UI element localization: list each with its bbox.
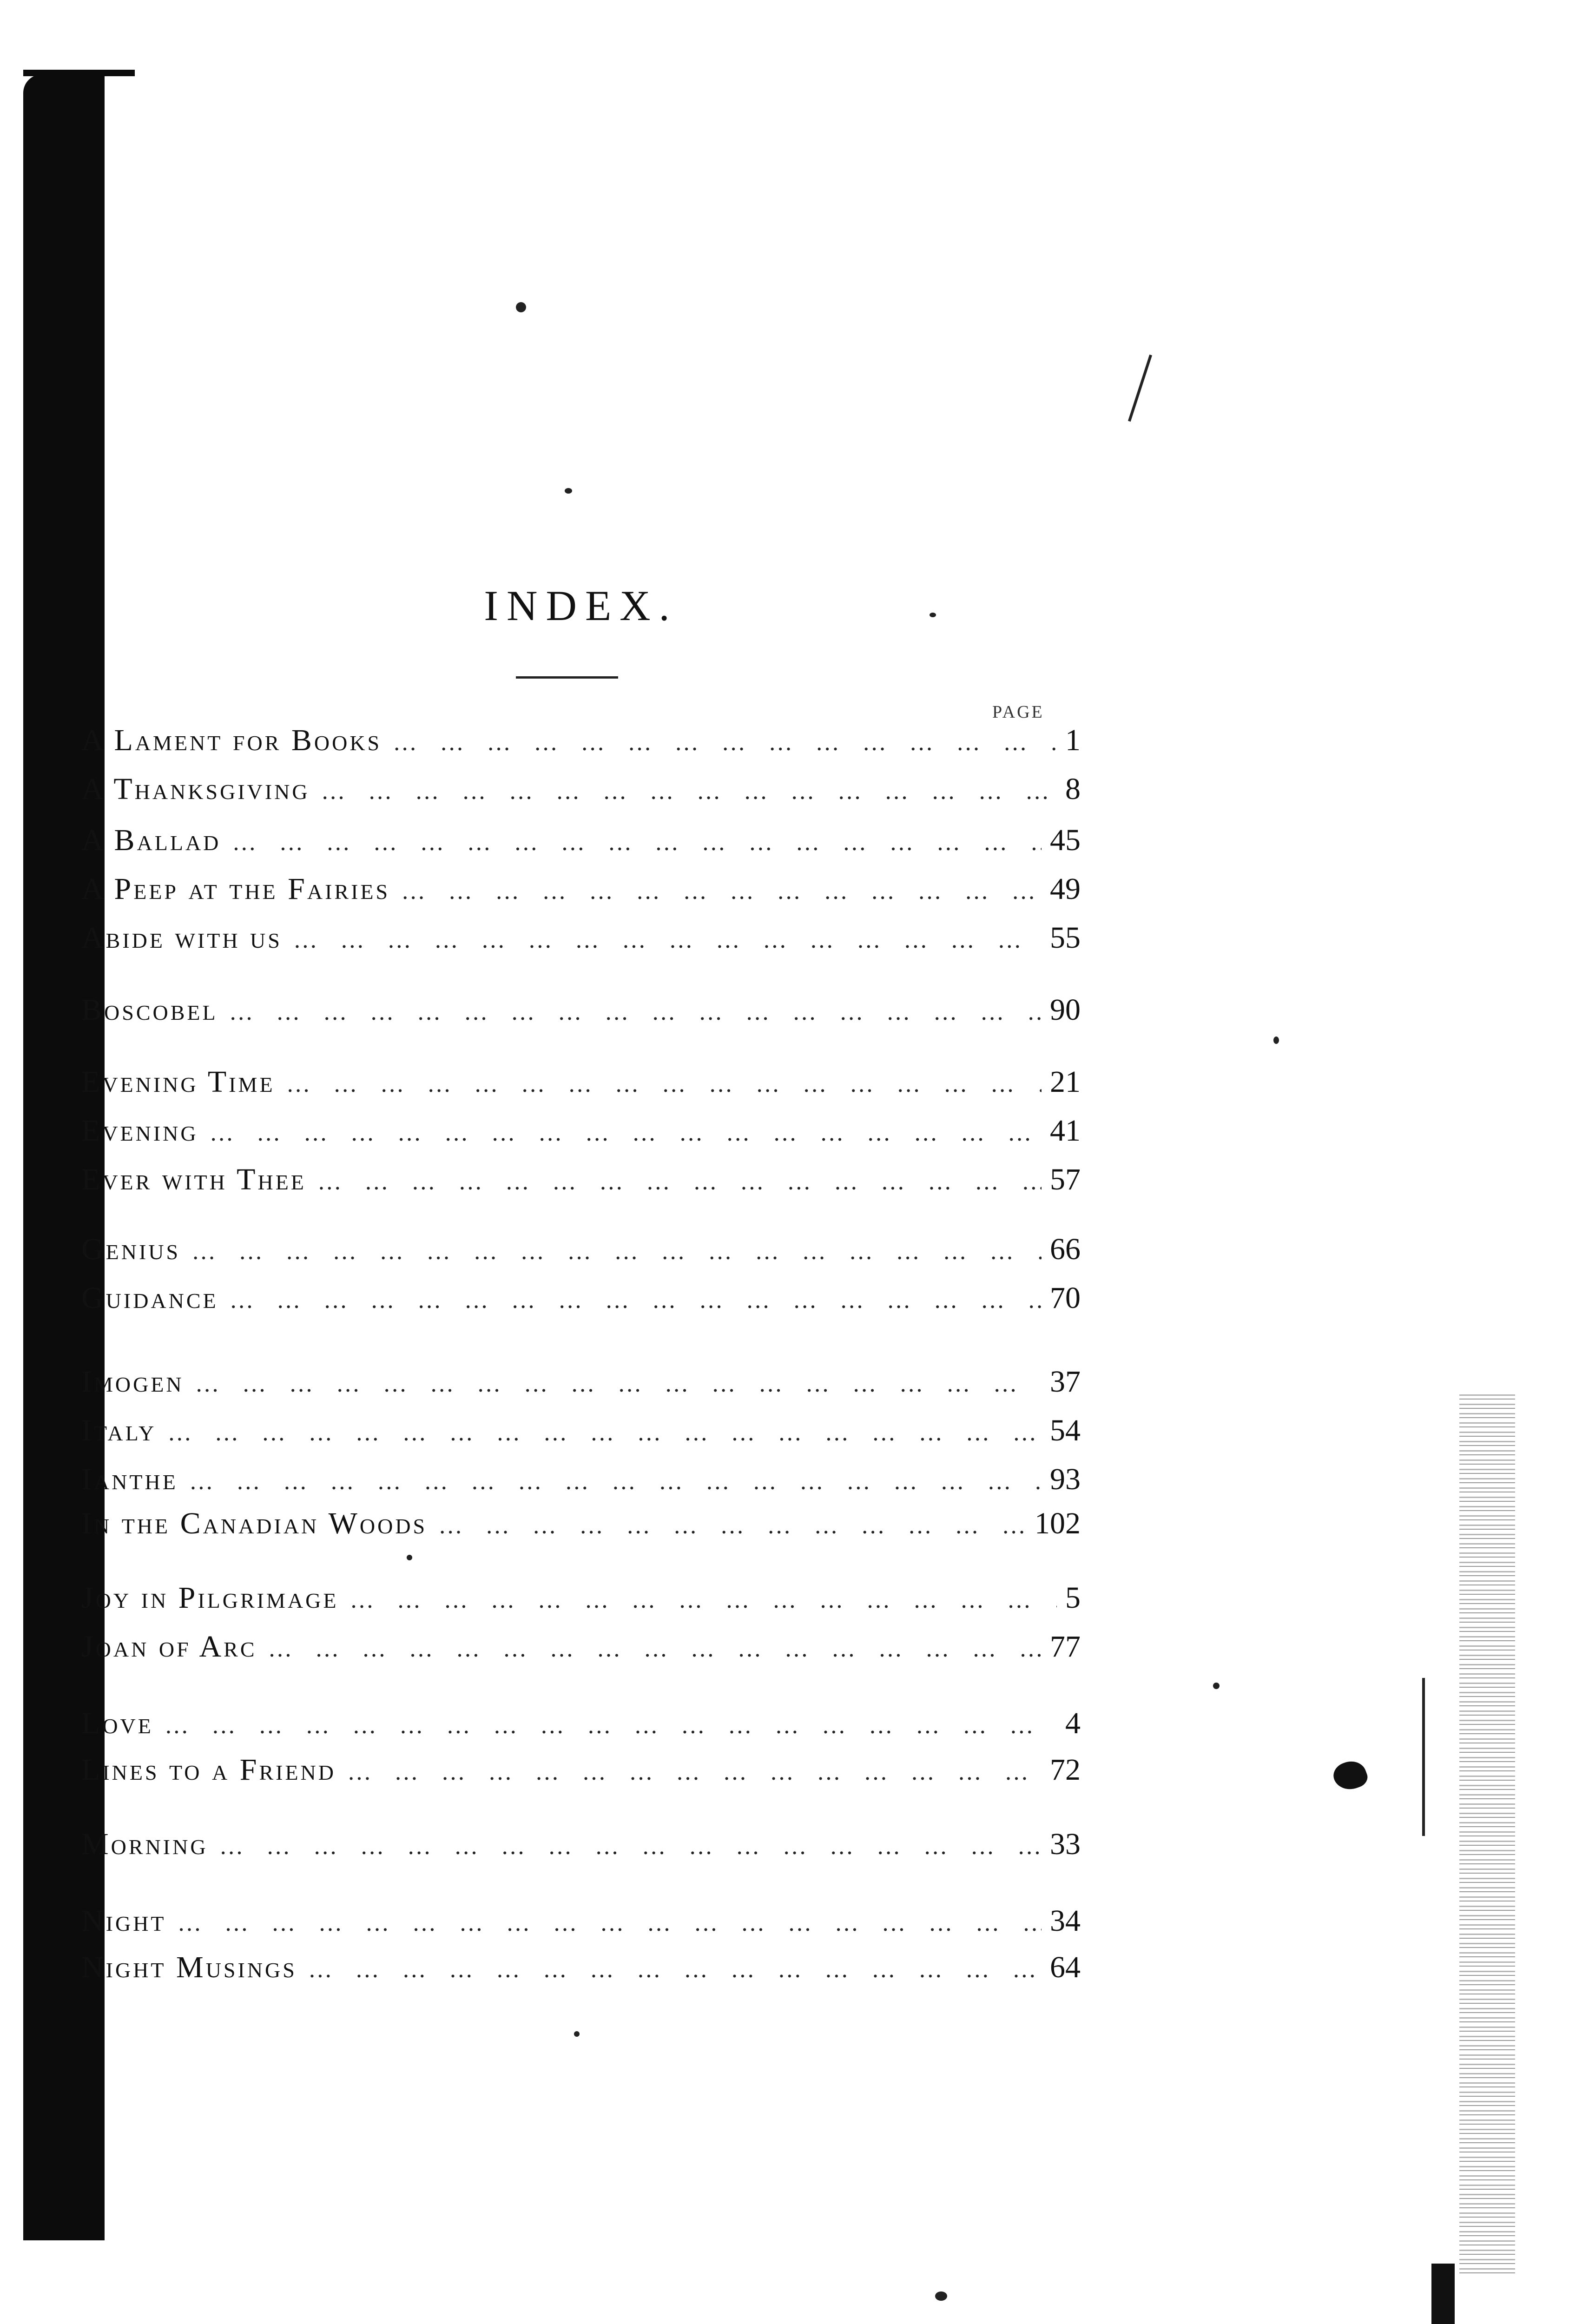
index-entry — [81, 1064, 1081, 1106]
entry-title: Night Musings — [81, 1950, 297, 1984]
index-entry — [81, 1580, 1081, 1622]
index-entry — [81, 1629, 1081, 1671]
leader-dots — [321, 778, 1057, 805]
entry-title: Imogen — [81, 1365, 184, 1399]
page-edge-mark — [1431, 2264, 1455, 2324]
entry-title: Ever with Thee — [81, 1162, 306, 1196]
speck — [574, 2031, 580, 2037]
speck — [407, 1555, 412, 1560]
index-entry — [81, 772, 1081, 813]
index-entry — [81, 1752, 1081, 1794]
leader-dots — [167, 1419, 1042, 1446]
entry-title: Boscobel — [81, 993, 218, 1027]
index-entry — [81, 920, 1081, 962]
leader-dots — [401, 878, 1042, 905]
index-entry — [81, 992, 1081, 1034]
leader-dots — [165, 1712, 1057, 1739]
page-edge-line — [1422, 1678, 1425, 1836]
index-entry — [81, 1232, 1081, 1274]
entry-title: Joan of Arc — [81, 1630, 257, 1664]
index-entry — [81, 1462, 1081, 1504]
entry-title: Evening — [81, 1114, 198, 1148]
index-entry — [81, 1413, 1081, 1455]
entry-title: Genius — [81, 1232, 181, 1266]
page-column-header: PAGE — [992, 702, 1044, 722]
speck — [935, 2291, 947, 2301]
speck — [1273, 1037, 1279, 1044]
entry-title: Night — [81, 1904, 166, 1938]
entry-title: Guidance — [81, 1281, 218, 1315]
leader-dots — [229, 998, 1042, 1026]
leader-dots — [308, 1956, 1042, 1983]
entry-page: 77 — [1050, 1630, 1081, 1664]
pencil-mark — [1128, 355, 1152, 422]
entry-page: 72 — [1050, 1753, 1081, 1787]
entry-title: A Lament for Books — [81, 723, 382, 757]
index-entry — [81, 1506, 1081, 1548]
speck — [1213, 1683, 1220, 1689]
entry-title: Morning — [81, 1827, 208, 1861]
entry-page: 5 — [1065, 1581, 1081, 1615]
title-rule — [516, 676, 618, 679]
leader-dots — [317, 1168, 1042, 1195]
speck — [565, 488, 572, 494]
index-entry — [81, 1364, 1081, 1406]
entry-page: 8 — [1065, 772, 1081, 806]
index-entry — [81, 1827, 1081, 1868]
index-entry — [81, 1950, 1081, 1992]
entry-page: 33 — [1050, 1827, 1081, 1861]
entry-title: Italy — [81, 1413, 157, 1447]
entry-title: Love — [81, 1706, 153, 1740]
index-entry — [81, 1113, 1081, 1155]
entry-page: 70 — [1050, 1281, 1081, 1315]
entry-title: Lines to a Friend — [81, 1753, 336, 1787]
index-entry — [81, 872, 1081, 913]
entry-page: 54 — [1050, 1413, 1081, 1447]
leader-dots — [210, 1119, 1042, 1147]
leader-dots — [191, 1238, 1042, 1265]
entry-page: 21 — [1050, 1065, 1081, 1099]
entry-title: A Peep at the Fairies — [81, 872, 390, 906]
leader-dots — [219, 1833, 1042, 1860]
index-entry — [81, 1903, 1081, 1945]
speck — [516, 302, 526, 312]
page-edge-noise — [1459, 1394, 1515, 2278]
entry-title: Joy in Pilgrimage — [81, 1581, 339, 1615]
entry-page: 55 — [1050, 921, 1081, 955]
entry-page: 49 — [1050, 872, 1081, 906]
entry-page: 64 — [1050, 1950, 1081, 1984]
entry-title: Abide with us — [81, 921, 282, 955]
index-entry — [81, 823, 1081, 865]
entry-title: Ianthe — [81, 1462, 178, 1496]
entry-page: 4 — [1065, 1706, 1081, 1740]
ink-blot — [1330, 1757, 1370, 1794]
leader-dots — [393, 729, 1057, 756]
leader-dots — [230, 1287, 1042, 1314]
entry-page: 1 — [1065, 723, 1081, 757]
entry-page: 57 — [1050, 1162, 1081, 1196]
leader-dots — [189, 1468, 1042, 1495]
entry-page: 41 — [1050, 1114, 1081, 1148]
entry-page: 37 — [1050, 1365, 1081, 1399]
entry-title: A Ballad — [81, 823, 221, 857]
leader-dots — [195, 1370, 1042, 1398]
index-entry — [81, 1162, 1081, 1204]
entry-page: 34 — [1050, 1904, 1081, 1938]
leader-dots — [232, 829, 1042, 856]
leader-dots — [286, 1070, 1042, 1098]
index-entry — [81, 1281, 1081, 1322]
leader-dots — [347, 1758, 1042, 1786]
entry-page: 93 — [1050, 1462, 1081, 1496]
index-title: INDEX. — [484, 582, 678, 629]
index-entry — [81, 723, 1081, 765]
leader-dots — [438, 1512, 1026, 1539]
entry-page: 45 — [1050, 823, 1081, 857]
entry-title: In the Canadian Woods — [81, 1506, 428, 1540]
leader-dots — [178, 1909, 1042, 1937]
leader-dots — [268, 1635, 1042, 1663]
entry-page: 66 — [1050, 1232, 1081, 1266]
index-entry — [81, 1706, 1081, 1748]
entry-page: 90 — [1050, 993, 1081, 1027]
entry-page: 102 — [1035, 1506, 1081, 1540]
leader-dots — [293, 926, 1042, 954]
entry-title: Evening Time — [81, 1065, 275, 1099]
leader-dots — [349, 1586, 1057, 1614]
entry-title: A Thanksgiving — [81, 772, 310, 806]
